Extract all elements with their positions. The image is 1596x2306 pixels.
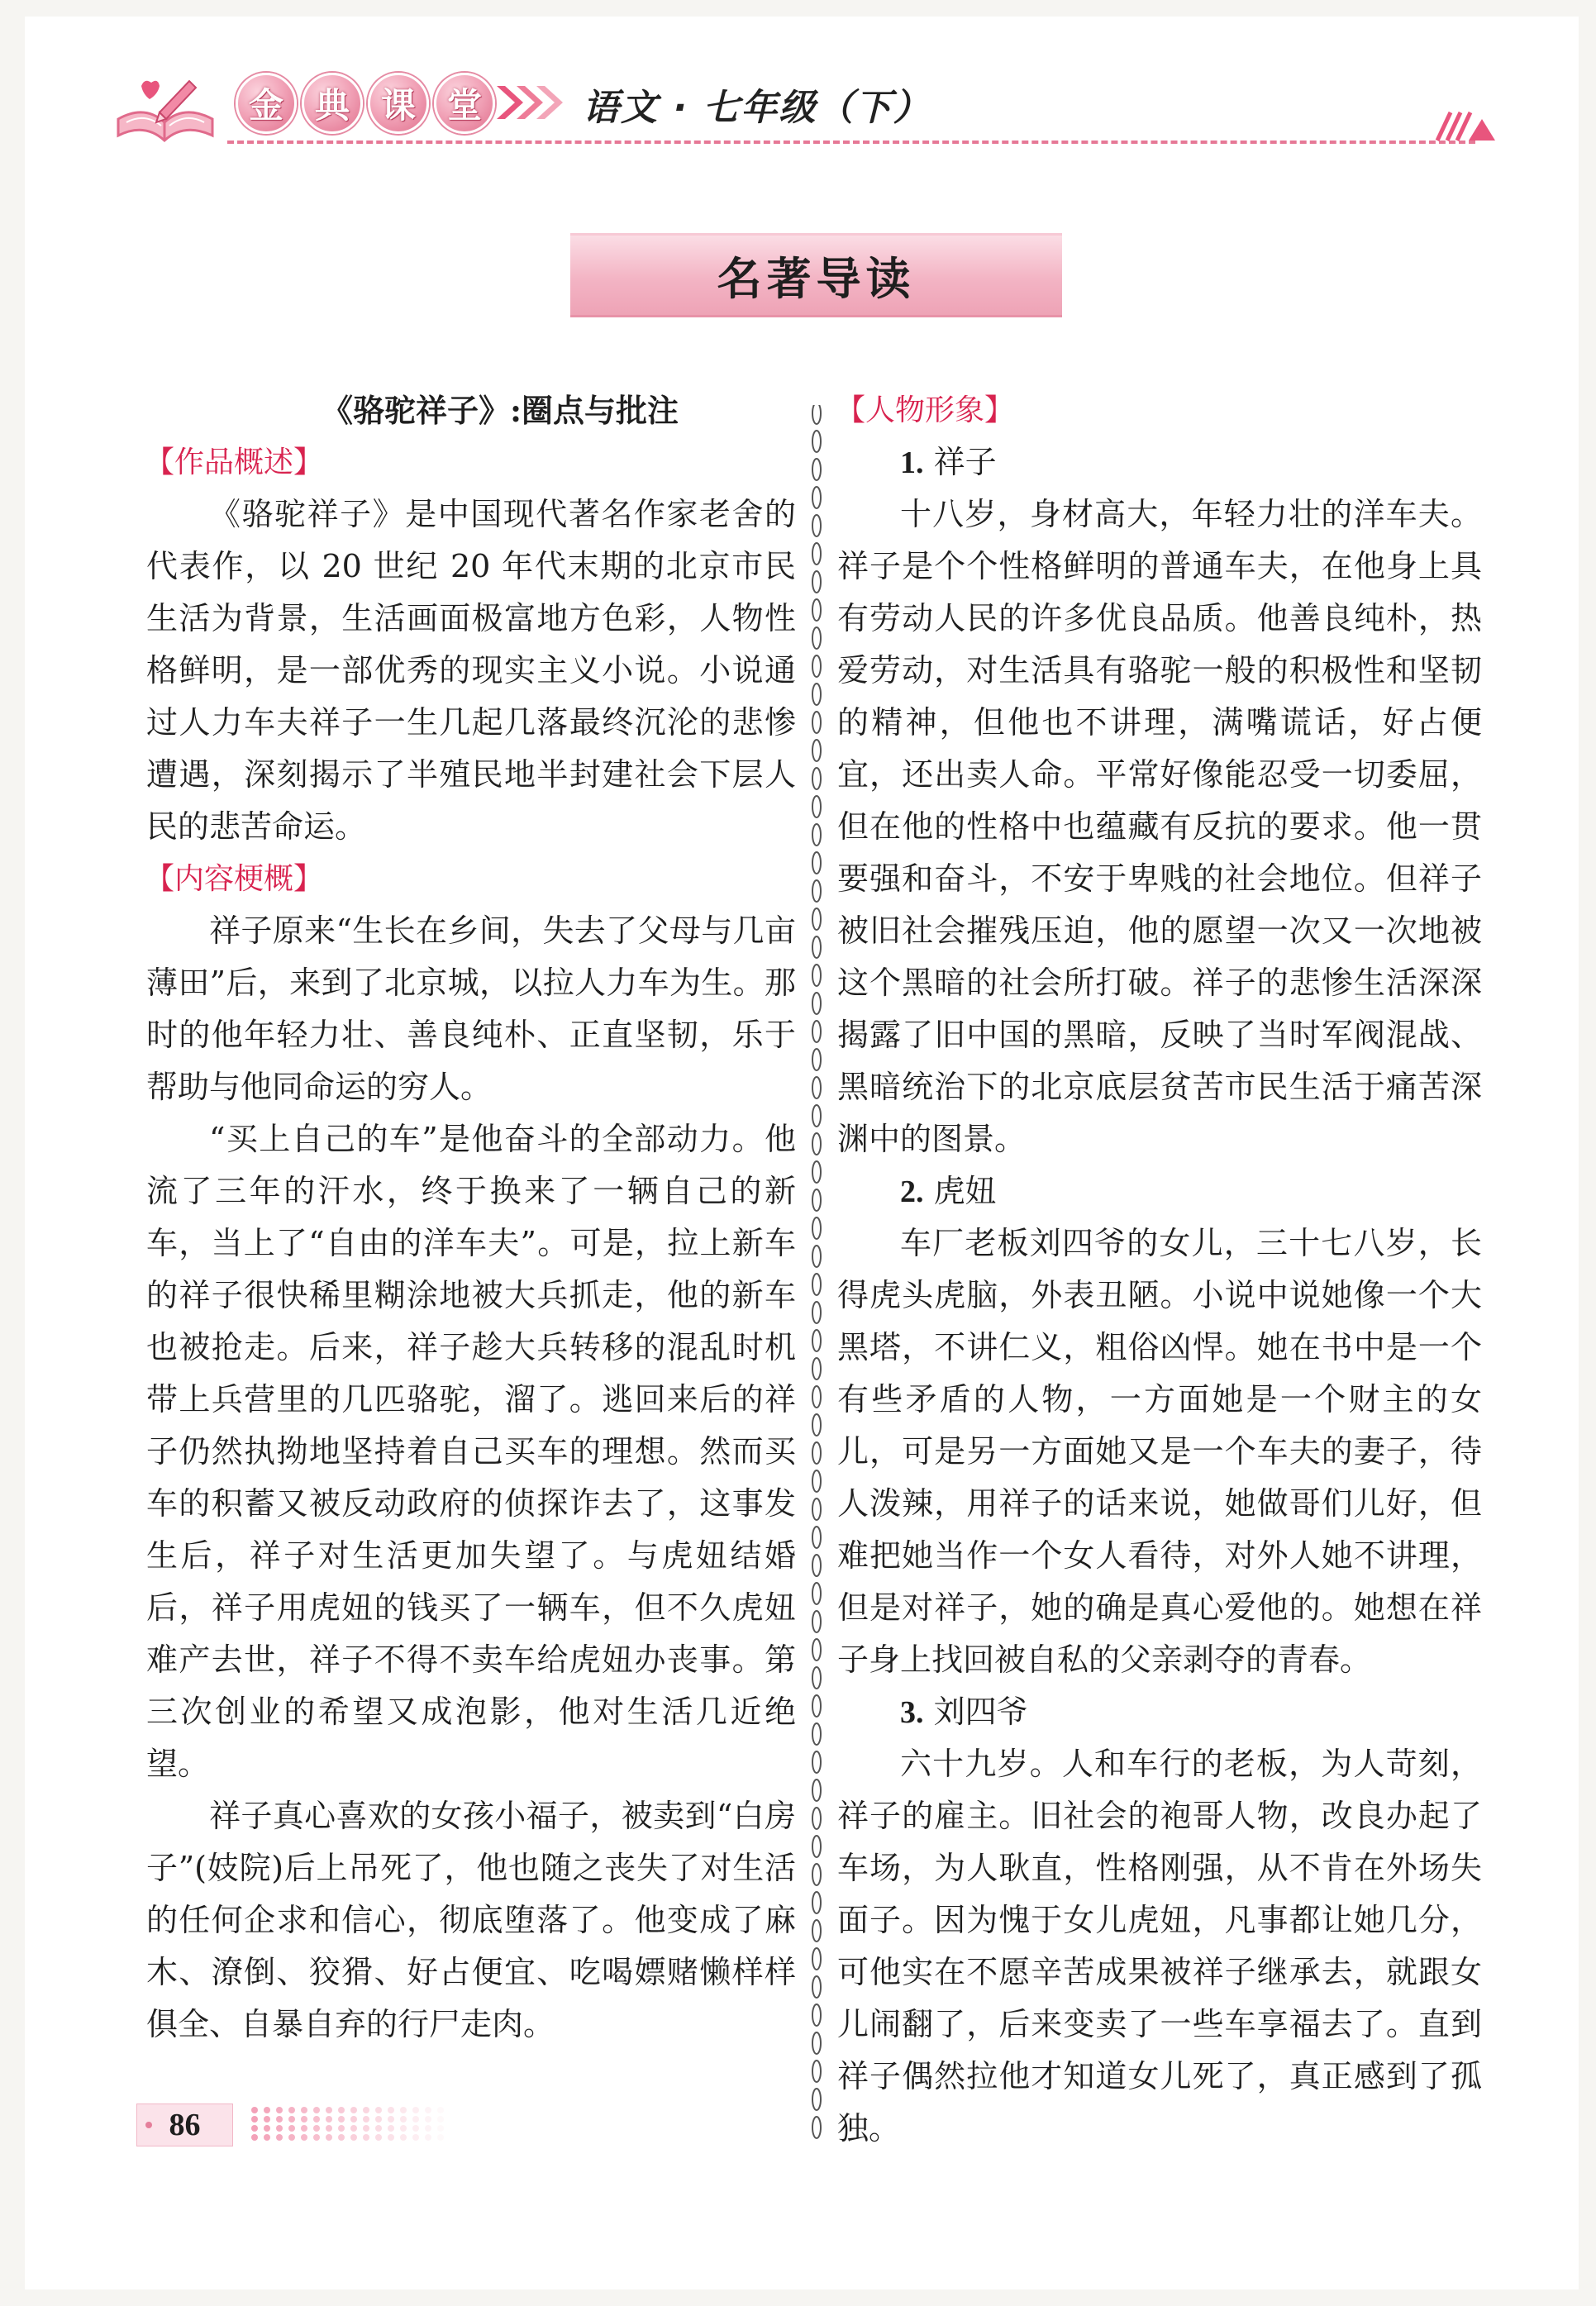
header-divider [227,141,1475,144]
subject-grade: 语文 · 七年级（下） [583,87,931,129]
section-title-banner [570,233,1062,317]
character-name: 祥子 [933,444,997,480]
series-char: 典 [302,73,363,134]
character-number: 3. [900,1695,924,1730]
character-heading [837,1686,1482,1738]
character-heading [837,436,1482,488]
header [112,66,1496,157]
left-column [146,384,796,2051]
overview-tag: 【作品概述】 [145,445,324,479]
page-number-box [136,2104,233,2146]
series-char: 金 [236,73,297,134]
character-description: 六十九岁。人和车行的老板，为人苛刻，祥子的雇主。旧社会的袍哥人物，改良办起了车场，为人耿直，性格刚强，从不肯在外场失面子。因为愧于女儿虎妞，凡事都让她几分，可他实在不愿辛苦成果被祥子继承去，就跟女儿闹翻了，后来变卖了一些车享福去了。直到祥子偶然拉他才知道女儿死了，真正感到了孤独。 [837,1746,1482,2146]
chevron-right-icon [493,83,568,122]
summary-tag: 【内容梗概】 [145,862,324,896]
article-title: 《骆驼祥子》:圈点与批注 [321,392,679,429]
character-description: 十八岁，身材高大，年轻力壮的洋车夫。祥子是个个性格鲜明的普通车夫，在他身上具有劳动人民的许多优良品质。他善良纯朴，热爱劳动，对生活具有骆驼一般的积极性和坚韧的精神，但他也不讲理，满嘴谎话，好占便宜，还出卖人命。平常好像能忍受一切委屈，但在他的性格中也蕴藏有反抗的要求。他一贯要强和奋斗，不安于卑贱的社会地位。但祥子被旧社会摧残压迫，他的愿望一次又一次地被这个黑暗的社会所打破。祥子的悲惨生活深深揭露了旧中国的黑暗，反映了当时军阀混战、黑暗统治下的北京底层贫苦市民生活于痛苦深渊中的图景。 [837,496,1482,1157]
overview-paragraph: 《骆驼祥子》是中国现代著名作家老舍的代表作，以 20 世纪 20 年代末期的北京市民生活为背景，生活画面极富地方色彩，人物性格鲜明，是一部优秀的现实主义小说。小说通过人力车夫祥子一生几起几落最终沉沦的悲惨遭遇，深刻揭示了半殖民地半封建社会下层人民的悲苦命运。 [146,496,796,845]
right-column [837,384,1482,2155]
character-heading [837,1165,1482,1217]
page-number-dot [145,2122,152,2128]
header-end-mark-icon [1434,104,1496,145]
summary-paragraph: 祥子真心喜欢的女孩小福子，被卖到“白房子”(妓院)后上吊死了，他也随之丧失了对生活的任何企求和信心，彻底堕落了。他变成了麻木、潦倒、狡猾、好占便宜、吃喝嫖赌懒样样俱全、自暴自弃的行尸走肉。 [146,1798,796,2042]
summary-paragraph: “买上自己的车”是他奋斗的全部动力。他流了三年的汗水，终于换来了一辆自己的新车，当上了“自由的洋车夫”。可是，拉上新车的祥子很快稀里糊涂地被大兵抓走，他的新车也被抢走。后来，祥子趁大兵转移的混乱时机带上兵营里的几匹骆驼，溜了。逃回来后的祥子仍然执拗地坚持着自己买车的理想。然而买车的积蓄又被反动政府的侦探诈去了，这事发生后，祥子对生活更加失望了。与虎妞结婚后，祥子用虎妞的钱买了一辆车，但不久虎妞难产去世，祥子不得不卖车给虎妞办丧事。第三次创业的希望又成泡影，他对生活几近绝望。 [146,1121,796,1782]
character-name: 虎妞 [933,1173,997,1209]
series-char: 堂 [434,73,495,134]
character-number: 2. [900,1174,924,1209]
series-logo [236,73,495,134]
character-number: 1. [900,445,924,480]
characters-tag: 【人物形象】 [836,393,1015,427]
summary-paragraph: 祥子原来“生长在乡间，失去了父母与几亩薄田”后，来到了北京城，以拉人力车为生。那时的他年轻力壮、善良纯朴、正直坚韧，乐于帮助与他同命运的穷人。 [146,912,796,1105]
footer-dots-decoration [248,2104,463,2145]
column-divider [808,405,825,2141]
character-description: 车厂老板刘四爷的女儿，三十七八岁，长得虎头虎脑，外表丑陋。小说中说她像一个大黑塔，不讲仁义，粗俗凶悍。她在书中是一个有些矛盾的人物，一方面她是一个财主的女儿，可是另一方面她又是一个车夫的妻子，待人泼辣，用祥子的话来说，她做哥们儿好，但难把她当作一个女人看待，对外人她不讲理，但是对祥子，她的确是真心爱他的。她想在祥子身上找回被自私的父亲剥夺的青春。 [837,1225,1482,1678]
series-char: 课 [368,73,429,134]
page-number: 86 [169,2108,201,2142]
character-name: 刘四爷 [933,1694,1028,1730]
open-book-pencil-icon [112,71,219,145]
section-title: 名著导读 [717,252,916,305]
